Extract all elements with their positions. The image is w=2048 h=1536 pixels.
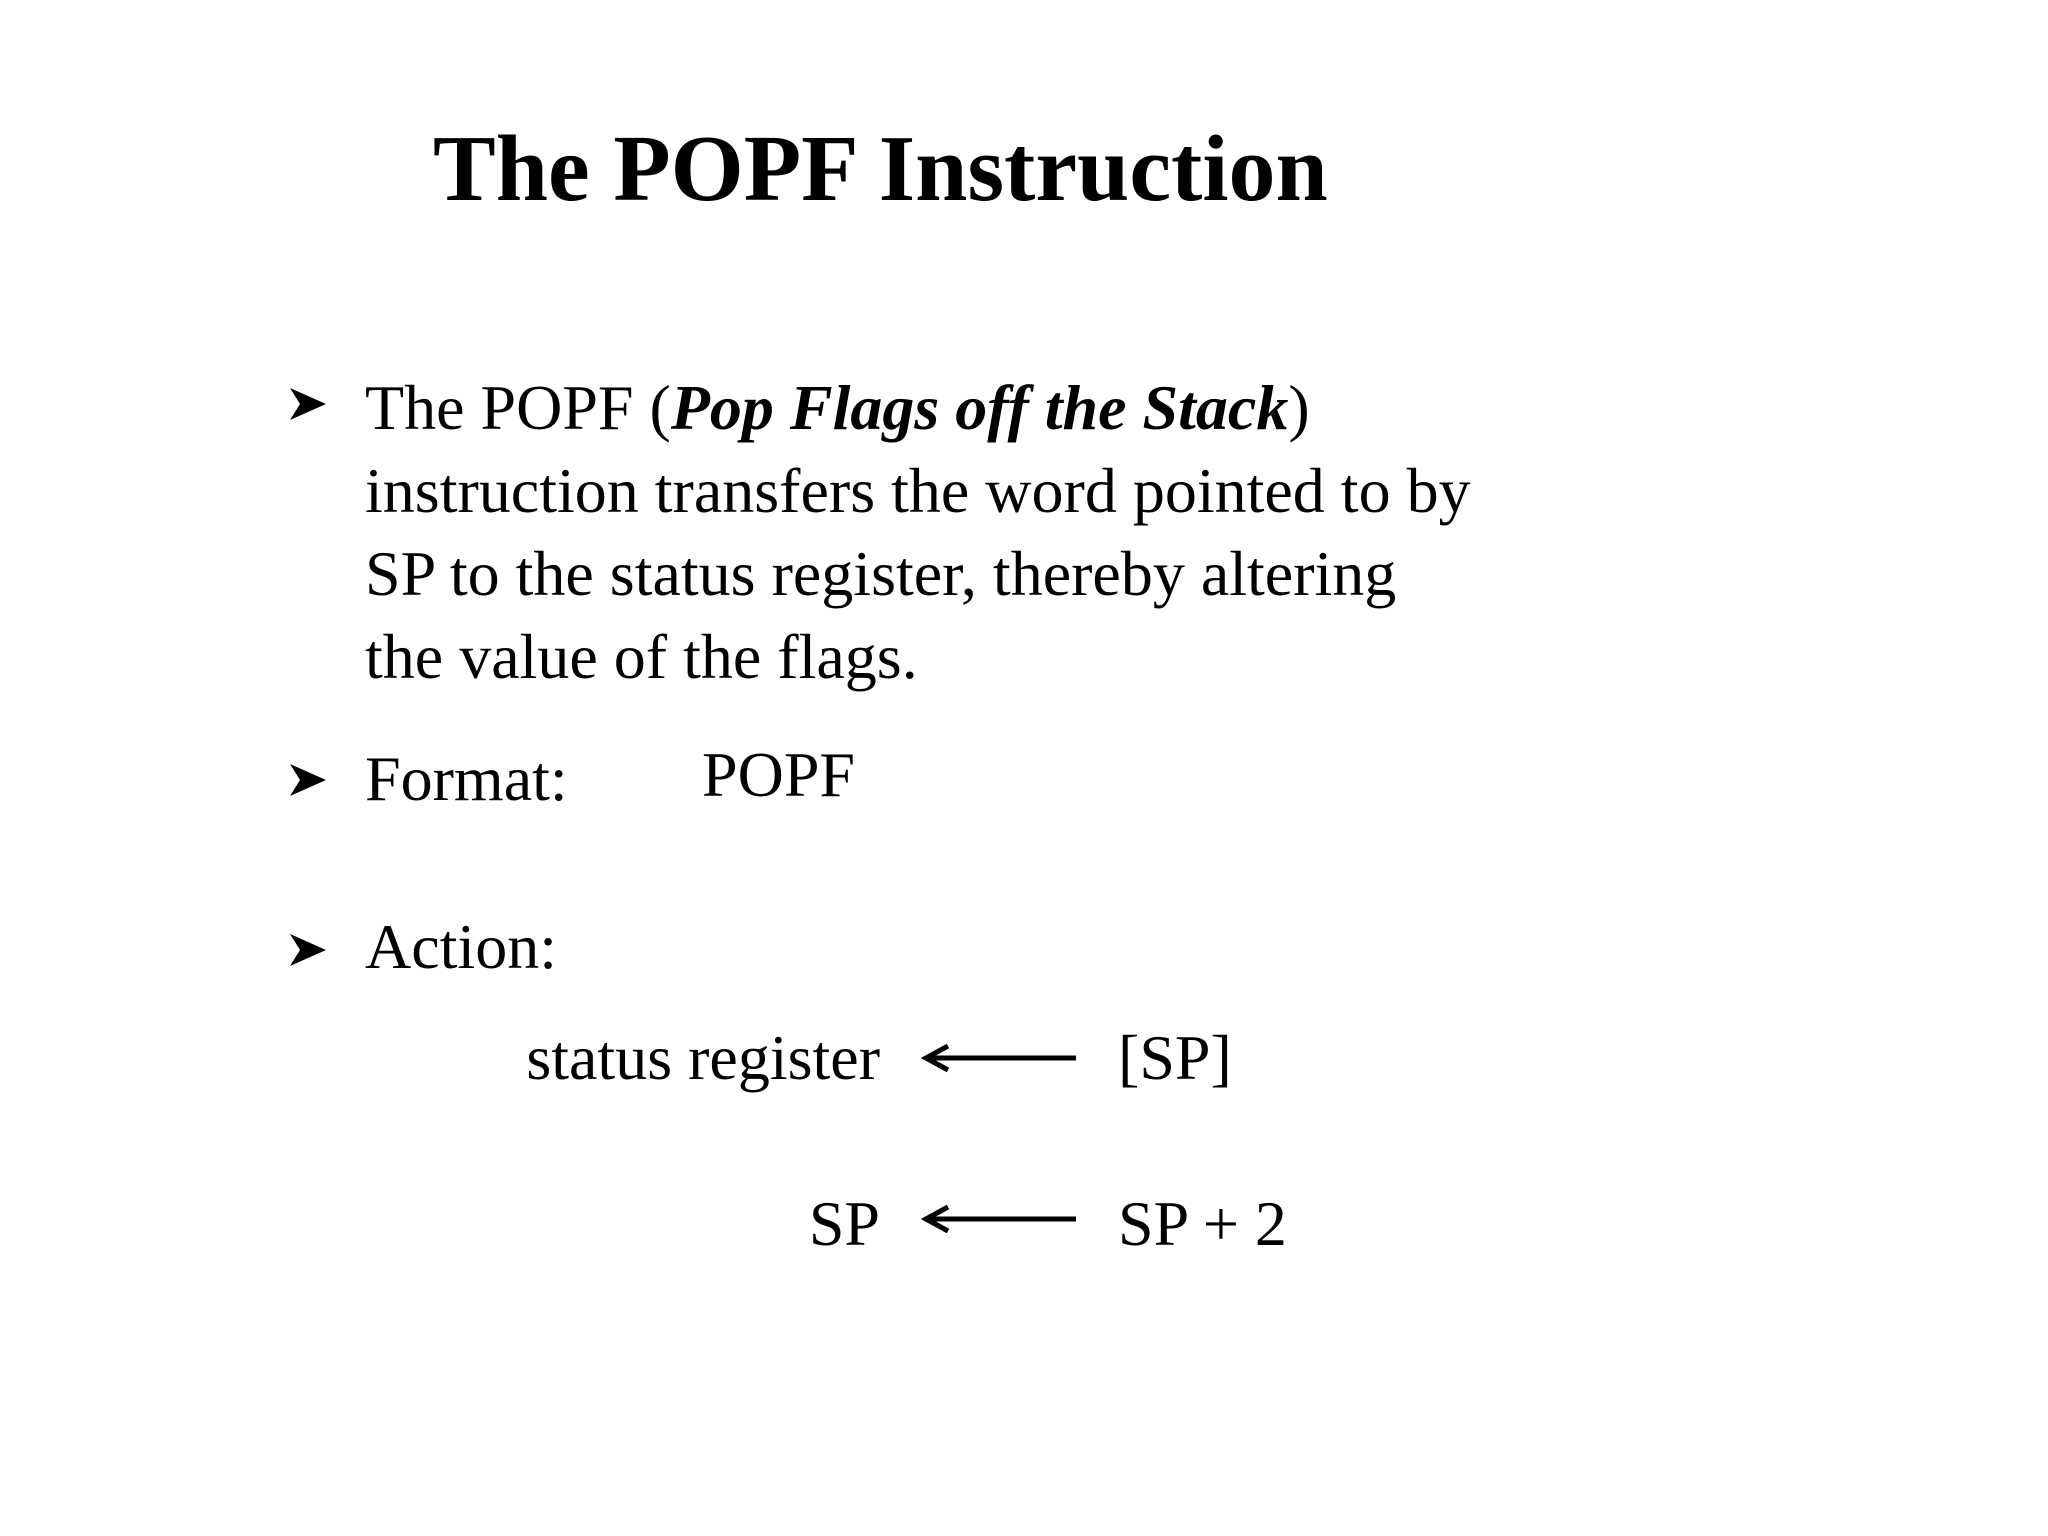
arrowhead-bullet-icon [288,932,328,968]
arrowhead-bullet-icon [288,762,328,798]
description-line-2: instruction transfers the word pointed to by [365,455,1471,526]
description-bullet [365,366,1471,698]
description-line-3: SP to the status register, thereby altering [365,538,1397,609]
action-label: Action: [365,911,557,982]
slide-title: The POPF Instruction [433,117,1328,221]
operation-source-sp-plus-2: SP + 2 [1118,1188,1287,1259]
operation-source-sp-memory: [SP] [1118,1022,1232,1093]
operation-destination-status-register: status register [526,1022,880,1093]
description-line-1: The POPF (Pop Flags off the Stack) [365,372,1310,443]
left-arrow-icon [920,1040,1080,1076]
operation-destination-sp: SP [808,1188,880,1259]
description-line-4: the value of the flags. [365,621,918,692]
instruction-full-name: Pop Flags off the Stack [670,372,1289,443]
arrowhead-bullet-icon [288,386,328,422]
left-arrow-icon [920,1201,1080,1237]
format-label: Format: [365,743,568,814]
format-value: POPF [702,739,855,810]
